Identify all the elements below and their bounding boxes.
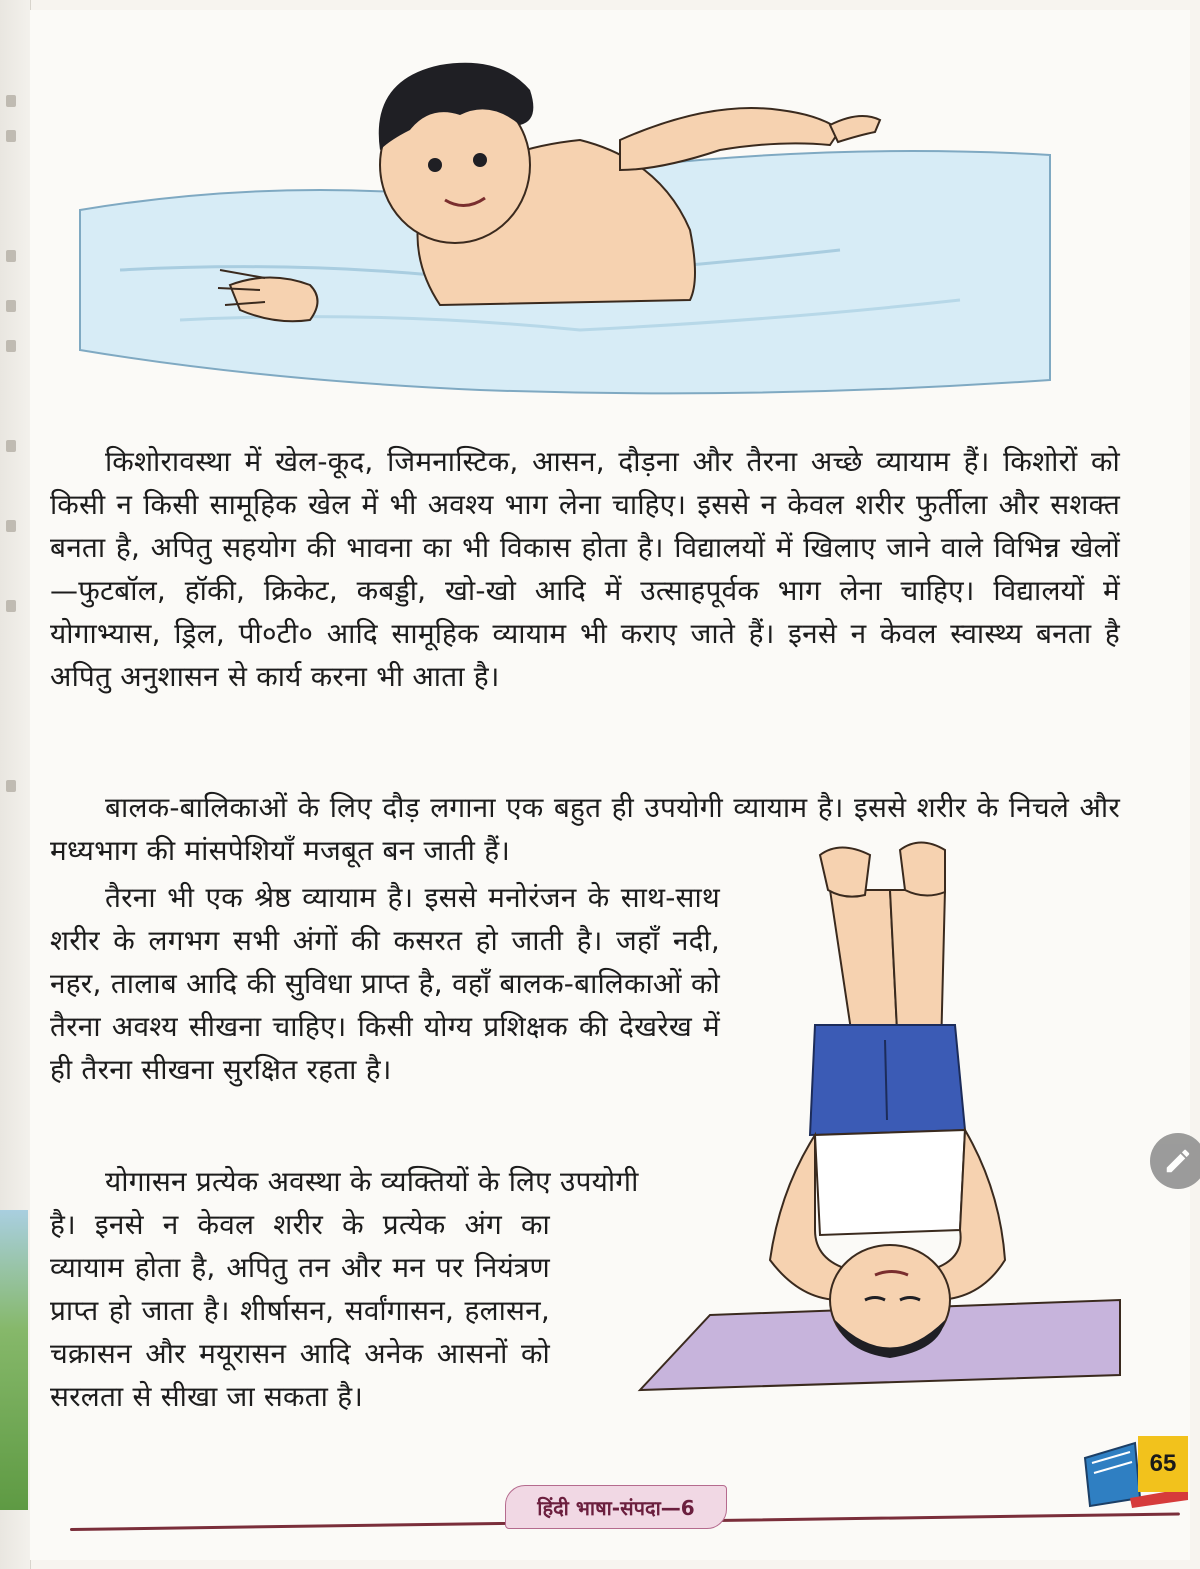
swimming-boy-illustration [60, 20, 1060, 420]
paragraph-text: है। इनसे न केवल शरीर के प्रत्येक अंग का व्यायाम होता है, अपितु तन और मन पर नियंत्रण प्राप्त हो जाता है। शीर्षासन, सर्वांगासन, हलासन, चक्रासन और मयूरासन आदि अनेक आसनों को सरलता से सीखा जा सकता है। [50, 1208, 550, 1413]
paragraph-swimming [50, 876, 720, 1091]
book-title-label: हिंदी भाषा-संपदा—6 [505, 1485, 727, 1529]
book-spine-edge [0, 0, 31, 1569]
edge-mark [6, 95, 16, 107]
paragraph-text: किशोरावस्था में खेल-कूद, जिमनास्टिक, आसन, दौड़ना और तैरना अच्छे व्यायाम हैं। किशोरों को किसी न किसी सामूहिक खेल में भी अवश्य भाग लेना चाहिए। इससे न केवल शरीर फुर्तीला और सशक्त बनता है, अपितु सहयोग की भावना का भी विकास होता है। विद्यालयों में खिलाए जाने वाले विभिन्न खेलों—फुटबॉल, हॉकी, क्रिकेट, कबड्डी, खो-खो आदि में उत्साहपूर्वक भाग लेना चाहिए। विद्यालयों में योगाभ्यास, ड्रिल, पी०टी० आदि सामूहिक व्यायाम भी कराए जाते हैं। इनसे न केवल स्वास्थ्य बनता है अपितु अनुशासन से कार्य करना भी आता है। [50, 445, 1120, 693]
paragraph-yoga-rest [50, 1203, 550, 1418]
edge-mark [6, 440, 16, 452]
edge-mark [6, 130, 16, 142]
edge-mark [6, 780, 16, 792]
pencil-icon [1163, 1146, 1193, 1176]
paragraph-exercises-adolescence [50, 440, 1120, 698]
paragraph-text: योगासन प्रत्येक अवस्था के व्यक्तियों के लिए उपयोगी [105, 1165, 639, 1198]
paragraph-text: तैरना भी एक श्रेष्ठ व्यायाम है। इससे मनोरंजन के साथ-साथ शरीर के लगभग सभी अंगों की कसरत हो जाती है। जहाँ नदी, नहर, तालाब आदि की सुविधा प्राप्त है, वहाँ बालक-बालिकाओं को तैरना अवश्य सीखना चाहिए। किसी योग्य प्रशिक्षक की देखरेख में ही तैरना सीखना सुरक्षित रहता है। [50, 881, 720, 1086]
paragraph-running [50, 786, 1120, 872]
edge-mark [6, 250, 16, 262]
paragraph-text: बालक-बालिकाओं के लिए दौड़ लगाना एक बहुत ही उपयोगी व्यायाम है। इससे शरीर के निचले और मध्यभाग की मांसपेशियाँ मजबूत बन जाती हैं। [50, 791, 1120, 867]
edge-mark [6, 520, 16, 532]
page-number: 65 [1138, 1436, 1188, 1492]
edge-mark [6, 600, 16, 612]
edge-illustration-grass [0, 1210, 28, 1510]
edge-mark [6, 340, 16, 352]
paragraph-yoga-line1 [50, 1160, 730, 1203]
edit-button[interactable] [1150, 1133, 1200, 1189]
edge-mark [6, 300, 16, 312]
